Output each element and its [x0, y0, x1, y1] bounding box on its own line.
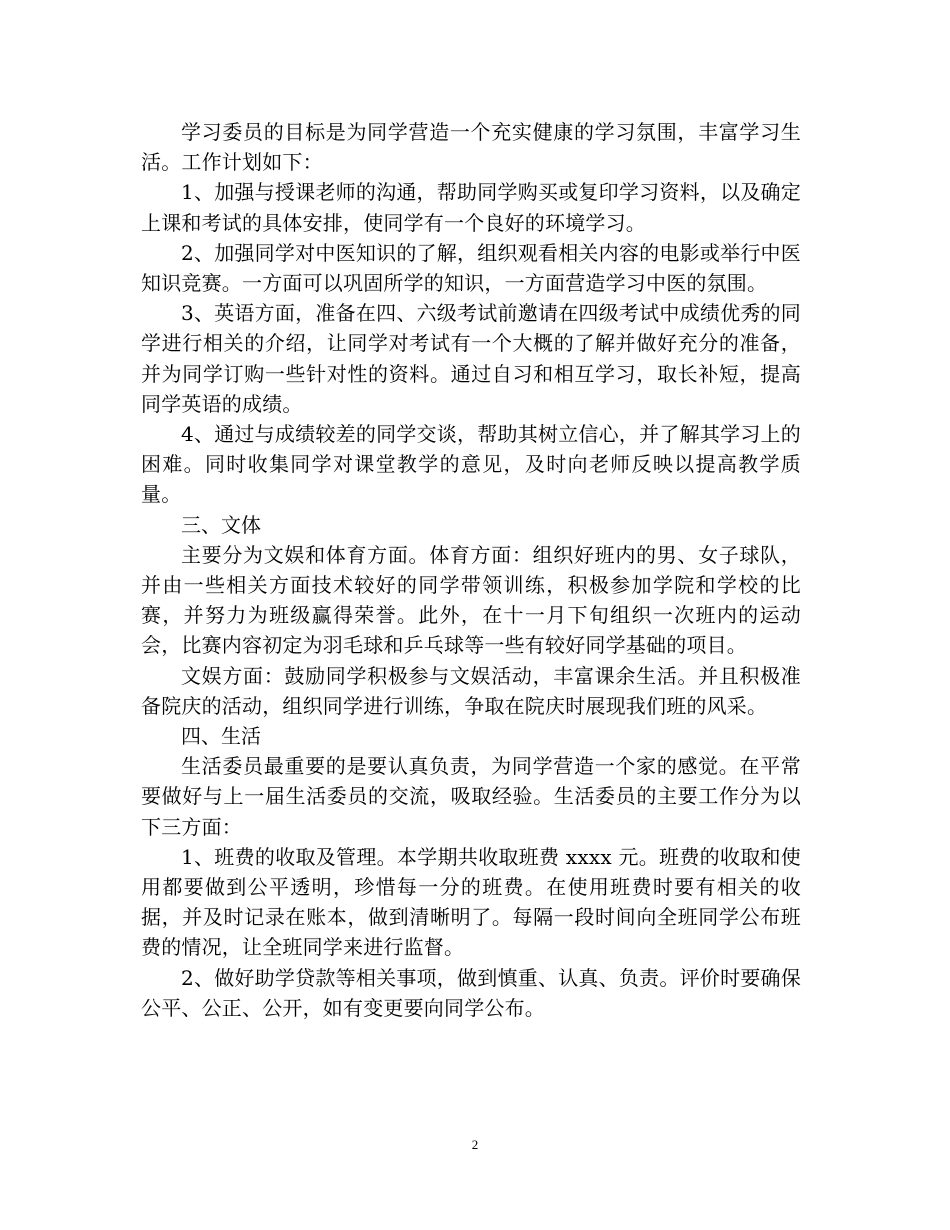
document-body [141, 117, 801, 1023]
section-heading-sports-arts: 三、文体 [181, 512, 261, 537]
paragraph-study-item-1: 1、加强与授课老师的沟通，帮助同学购买或复印学习资料，以及确定上课和考试的具体安排，使同学有一个良好的环境学习。 [141, 180, 801, 235]
page-number: 2 [471, 1137, 479, 1152]
paragraph-arts: 文娱方面：鼓励同学积极参与文娱活动，丰富课余生活。并且积极准备院庆的活动，组织同学进行训练，争取在院庆时展现我们班的风采。 [141, 663, 801, 718]
paragraph-study-item-2: 2、加强同学对中医知识的了解，组织观看相关内容的电影或举行中医知识竞赛。一方面可以巩固所学的知识，一方面营造学习中医的氛围。 [141, 240, 801, 296]
paragraph-study-item-4: 4、通过与成绩较差的同学交谈，帮助其树立信心，并了解其学习上的困难。同时收集同学对课堂教学的意见，及时向老师反映以提高教学质量。 [141, 422, 801, 507]
paragraph-life-intro: 生活委员最重要的是要认真负责，为同学营造一个家的感觉。在平常要做好与上一届生活委员的交流，吸取经验。生活委员的主要工作分为以下三方面： [141, 754, 801, 839]
paragraph-study-item-3: 3、英语方面，准备在四、六级考试前邀请在四级考试中成绩优秀的同学进行相关的介绍，让同学对考试有一个大概的了解并做好充分的准备，并为同学订购一些针对性的资料。通过自习和相互学习，取长补短，提高同学英语的成绩。 [141, 301, 801, 416]
paragraph-life-item-2: 2、做好助学贷款等相关事项，做到慎重、认真、负责。评价时要确保公平、公正、公开，如有变更要向同学公布。 [141, 965, 801, 1020]
paragraph-study-goal: 学习委员的目标是为同学营造一个充实健康的学习氛围，丰富学习生活。工作计划如下： [141, 120, 801, 175]
section-heading-life: 四、生活 [181, 724, 261, 749]
paragraph-sports: 主要分为文娱和体育方面。体育方面：组织好班内的男、女子球队，并由一些相关方面技术较好的同学带领训练，积极参加学院和学校的比赛，并努力为班级赢得荣誉。此外，在十一月下旬组织一次班内的运动会，比赛内容初定为羽毛球和乒乓球等一些有较好同学基础的项目。 [141, 542, 801, 658]
paragraph-life-item-1: 1、班费的收取及管理。本学期共收取班费 xxxx 元。班费的收取和使用都要做到公平透明，珍惜每一分的班费。在使用班费时要有相关的收据，并及时记录在账本，做到清晰明了。每隔一段时间向全班同学公布班费的情况，让全班同学来进行监督。 [141, 844, 801, 960]
